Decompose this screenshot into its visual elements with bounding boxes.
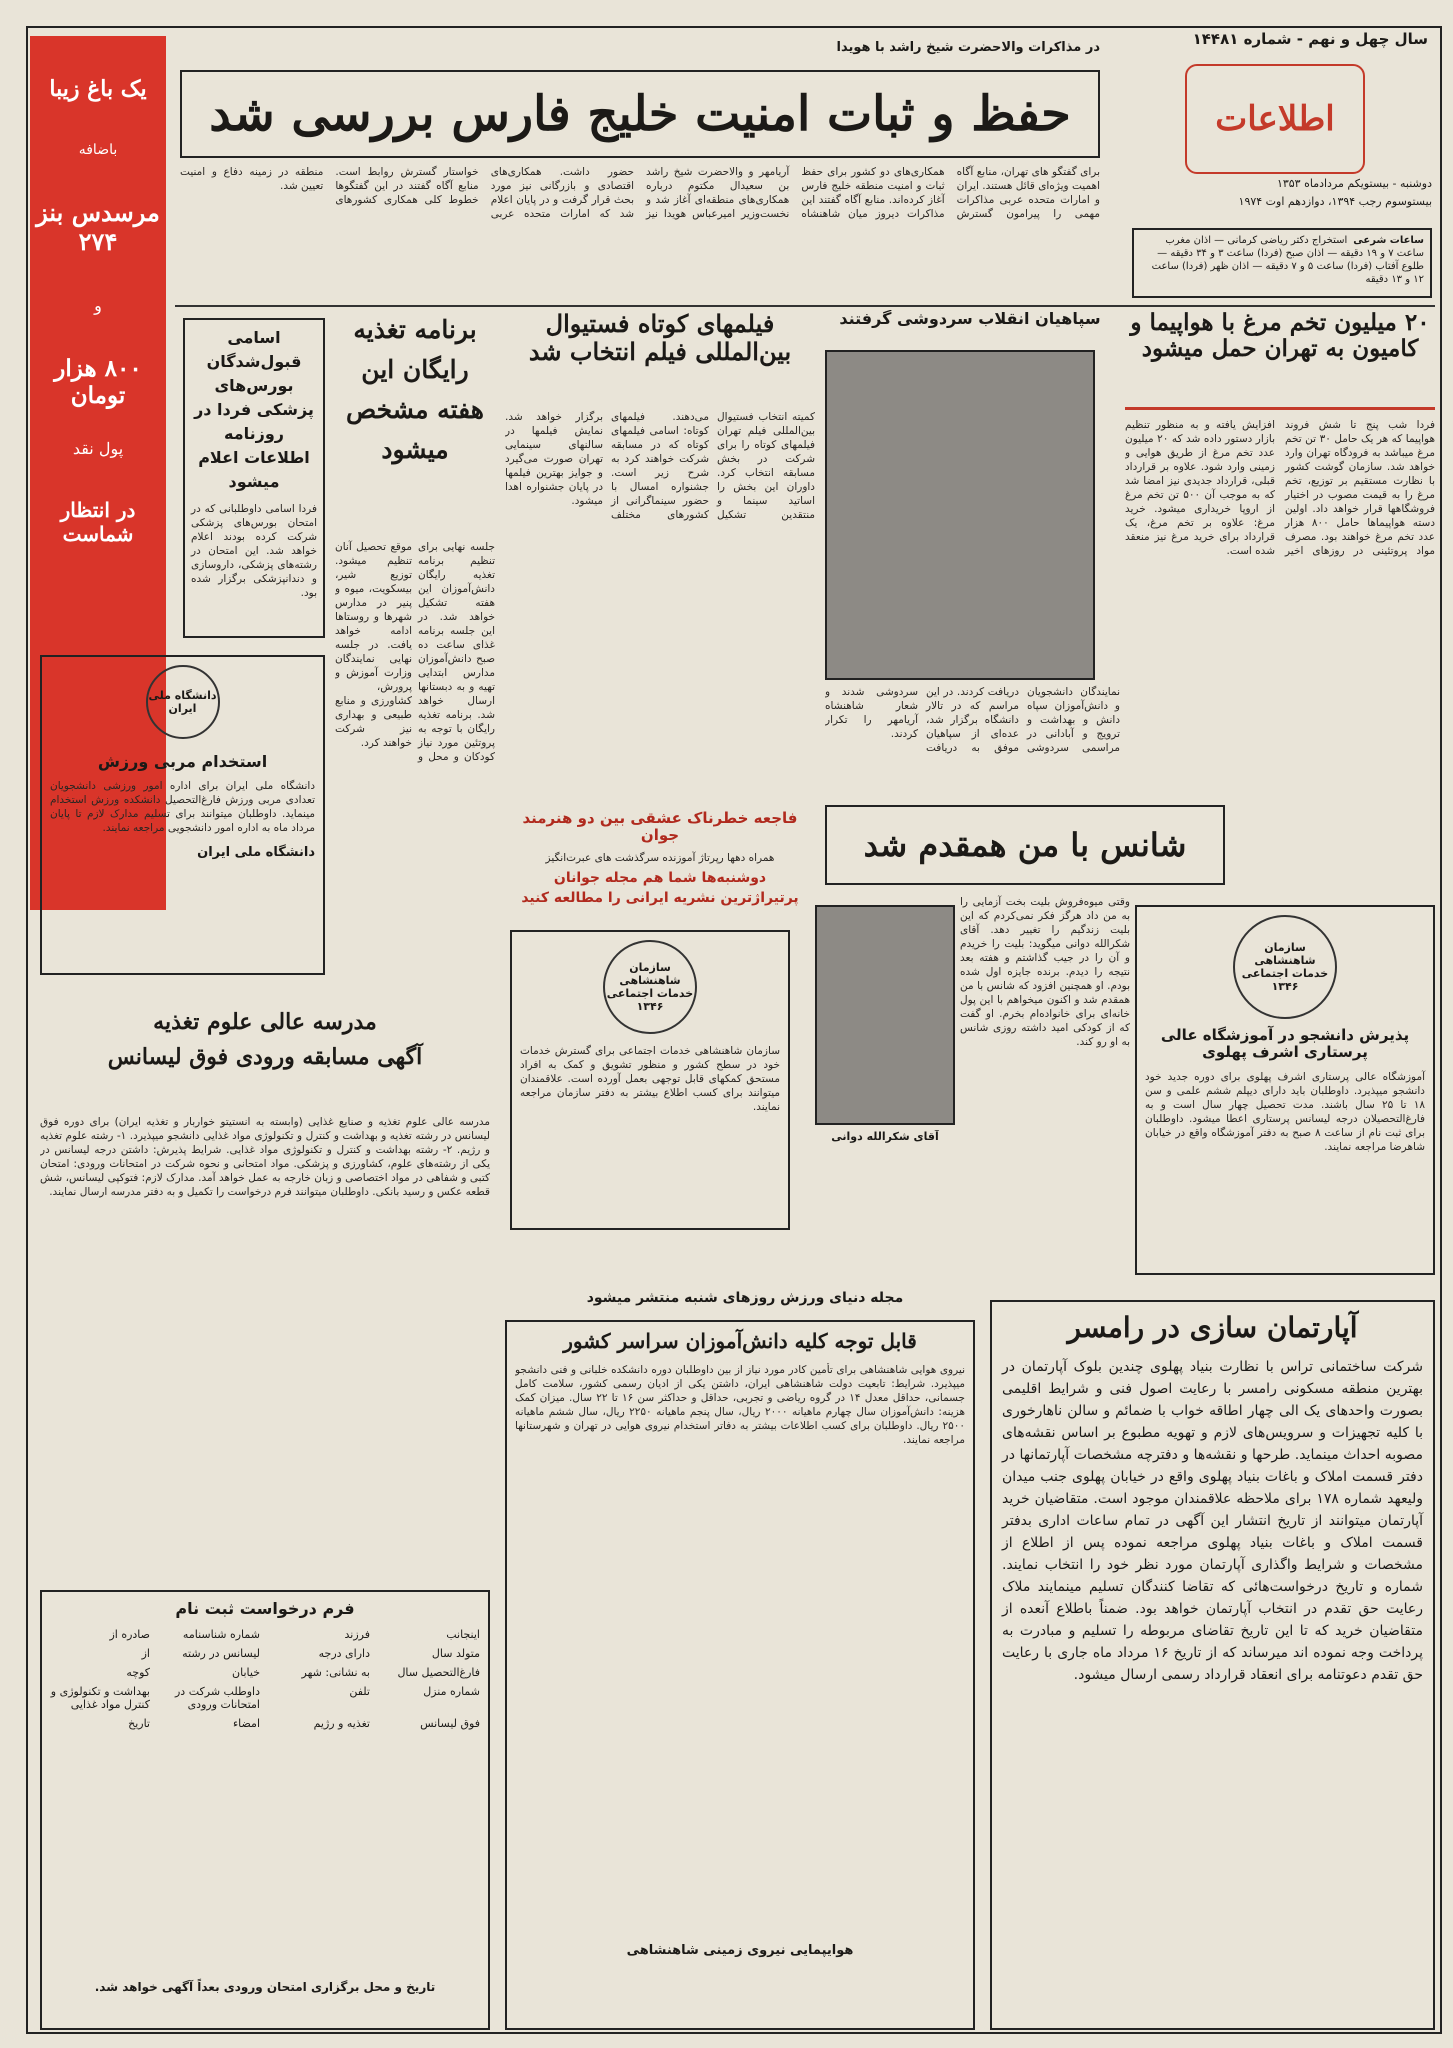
clergy-title: سپاهیان انقلاب سردوشی گرفتند — [839, 310, 1101, 328]
form-field[interactable]: شماره منزل — [423, 1685, 480, 1699]
form-field[interactable]: امضاء — [232, 1717, 260, 1731]
form-field[interactable]: خیابان — [232, 1666, 260, 1680]
nursing-emblem — [1233, 915, 1337, 1019]
form-field[interactable]: تغذیه و رژیم — [313, 1717, 370, 1731]
clergy-photo — [825, 350, 1095, 680]
tragedy-title: فاجعه خطرناک عشقی بین دو هنرمند جوان — [522, 810, 798, 845]
clergy-title-box — [820, 310, 1120, 344]
mag-promo: دوشنبه‌ها شما هم مجله جوانان — [553, 870, 767, 886]
film-body: کمیته انتخاب فستیوال بین‌المللی فیلم تهران فیلمهای کوتاه را برای شرکت در بخش مسابقه انتخاب کرد. داوران این بخش را اساتید سینما و منتقدین تشکیل می‌دهند. فیلمهای کوتاه: اسامی فیلمهای کوتاه که در مسابقه شرکت خواهند کرد به شرح زیر است. جشنواره امسال با حضور سینماگرانی از کشورهای مختلف برگزار خواهد شد. نمایش فیلمها در سالنهای سینمایی تهران صورت می‌گیرد و جوایز بهترین فیلمها در پایان جشنواره اهدا میشود. — [505, 411, 815, 521]
form-field[interactable]: اینجانب — [446, 1628, 480, 1642]
issue-line: سال چهل و نهم - شماره ۱۴۴۸۱ — [1192, 30, 1428, 48]
nutrition-title-box — [40, 1010, 490, 1110]
sport-sign: دانشگاه ملی ایران — [197, 845, 315, 861]
tragedy-sub: همراه دهها رپرتاژ آموزنده سرگذشت های عبرت‌انگیز — [545, 851, 775, 864]
food-title-box — [335, 310, 495, 530]
apartment-box — [990, 1300, 1435, 2030]
chance-title-box — [825, 805, 1225, 885]
form-field[interactable]: فرزند — [344, 1628, 370, 1642]
prayer-title: ساعات شرعی — [1353, 235, 1424, 246]
chance-body: وقتی میوه‌فروش بلیت بخت آزمایی را به من داد هرگز فکر نمی‌کردم که این بلیت زندگیم را تغییر دهد. آقای شکرالله دوانی میگوید: بلیت را خریدم و آن را در جیب گذاشتم و هفته بعد نتیجه را دیدم. برنده جایزه اول شده بودم. او همچنین افزود که شانس با من همقدم شد و اکنون میخواهم با این پول خانه‌ای برای خانواده‌ام بخرم. او گفت که از کودکی امید داشته روزی شانس به او رو کند. — [960, 896, 1130, 1048]
university-emblem — [146, 665, 220, 739]
social-emblem — [603, 940, 697, 1034]
sport-hiring-box — [40, 655, 325, 975]
chance-title: شانس با من همقدم شد — [863, 826, 1187, 864]
food-body: جلسه نهایی برای تنظیم برنامه تغذیه رایگان دانش‌آموزان این هفته تشکیل خواهد شد. در این جلسه برنامه غذای ساعت ده صبح دانش‌آموزان مدارس ابتدایی تهیه و به دبستانها ارسال خواهد شد. برنامه تغذیه رایگان با توجه به پروتئین مورد نیاز کودکان و محل و موقع تحصیل آنان تنظیم میشود. توزیع شیر، بیسکویت، میوه و پنیر در مدارس شهرها و روستاها ادامه خواهد یافت. در جلسه نهایی نمایندگان وزارت آموزش و پرورش، کشاورزی و منابع طبیعی و بهداری نیز شرکت خواهند کرد. — [335, 541, 495, 763]
eggs-headline-box — [1125, 310, 1435, 410]
nutrition-sub: آگهی مسابقه ورودی فوق لیسانس — [107, 1044, 423, 1071]
mag-promo-box — [505, 870, 815, 930]
form-field[interactable]: به نشانی: شهر — [301, 1666, 370, 1680]
ad-car: مرسدس بنز ۲۷۴ — [36, 198, 160, 256]
registration-form — [40, 1590, 490, 2030]
kicker: در مذاکرات والاحضرت شیخ راشد با هویدا — [836, 40, 1100, 55]
film-title: فیلمهای کوتاه فستیوال بین‌المللی فیلم انتخاب شد — [528, 310, 792, 366]
prayer-times: استخراج دکتر ریاضی کرمانی — اذان مغرب ساعت ۷ و ۱۹ دقیقه — اذان صبح (فردا) ساعت ۳ و ۳۴ دقیقه — طلوع آفتاب (فردا) ساعت ۵ و ۷ دقیقه — اذان ظهر (فردا) ساعت ۱۲ و ۱۳ دقیقه — [1151, 235, 1424, 285]
social-body: سازمان شاهنشاهی خدمات اجتماعی برای گسترش خدمات خود در سطح کشور و منظور تشویق و کمک به افراد مستحق کمکهای قابل توجهی بعمل آورده است. علاقمندان میتوانند برای کسب اطلاع بیشتر به دفتر سازمان مراجعه نمایند. — [520, 1045, 780, 1113]
ad-cash: پول نقد — [72, 439, 124, 458]
form-field[interactable]: دارای درجه — [318, 1647, 370, 1661]
logo-text: اطلاعات — [1215, 99, 1335, 139]
scholarship-box — [183, 318, 325, 638]
chance-caption: آقای شکرالله دوانی — [831, 1130, 939, 1143]
sport-body: دانشگاه ملی ایران برای اداره امور ورزشی دانشجویان تعدادی مربی ورزش فارغ‌التحصیل دانشکده ورزش استخدام مینماید. داوطلبان میتوانند برای تسلیم مدارک لازم تا پایان مرداد ماه به اداره امور دانشجویی مراجعه نمایند. — [50, 780, 315, 835]
apartment-body: شرکت ساختمانی تراس با نظارت بنیاد پهلوی چندین بلوک آپارتمان در بهترین منطقه مسکونی رامسر با رعایت اصول فنی و شرایط اقلیمی بصورت واحدهای یک الی چهار اطاقه خواب با ضمائم و سالن ناهارخوری با کلیه تجهیزات و سرویس‌های لازم و تهویه مطبوع بر اساس نقشه‌های مصوبه احداث مینماید. طرحها و نقشه‌ها و دفترچه مشخصات آپارتمانها در دفتر قسمت املاک و باغات بنیاد پهلوی واقع در خیابان پهلوی جنب میدان ولیعهد شماره ۱۷۸ برای ملاحظه علاقمندان موجود است. متقاضیان خرید آپارتمان میتوانند از تاریخ انتشار این آگهی در تمام ساعات اداری بدفتر قسمت املاک و باغات بنیاد پهلوی مراجعه نموده پس از اطلاع از مشخصات و شرایط واگذاری آپارتمان مورد نظر خود را انتخاب نمایند. شماره و تاریخ درخواست‌هائی که تقاضا کنندگان تسلیم مینمایند ملاک رعایت حق تقدم در انتخاب آپارتمان خواهد بود. ضمناً باطلاع آنعده از متقاضیان خرید که تا این تاریخ تقاضای مربوطه را تسلیم و مبادرت به پرداخت وجه نموده اند میرساند که از تاریخ ۱۶ مرداد ماه جاری با رعایت حق تقدم دعوتنامه برای انعقاد قرارداد رسمی ارسال میشود. — [1002, 1359, 1423, 1684]
form-field[interactable]: صادره از — [109, 1628, 150, 1642]
form-field[interactable]: بهداشت و تکنولوژی و کنترل مواد غذایی — [50, 1685, 150, 1712]
airforce-box — [505, 1320, 975, 2030]
form-field[interactable]: شماره شناسنامه — [182, 1628, 260, 1642]
sport-title: استخدام مربی ورزش — [97, 752, 268, 771]
date-line-2: بیستوسوم رجب ۱۳۹۴، دوازدهم اوت ۱۹۷۴ — [1238, 195, 1432, 208]
emblem-label: دانشگاه ملی ایران — [148, 689, 217, 715]
form-field[interactable]: داوطلب شرکت در امتحانات ورودی — [175, 1685, 260, 1712]
form-field[interactable]: متولد سال — [431, 1647, 480, 1661]
nursing-emblem-label: سازمان شاهنشاهی خدمات اجتماعی ۱۳۴۶ — [1241, 941, 1329, 993]
logo-block — [1185, 64, 1365, 174]
sport-magazine-line: مجله دنیای ورزش روزهای شنبه منتشر میشود — [586, 1290, 904, 1306]
form-field[interactable]: فوق لیسانس — [420, 1717, 480, 1731]
airforce-sign: هوایپمایی نیروی زمینی شاهنشاهی — [626, 1943, 854, 1958]
ad-mid: باضافه — [78, 142, 118, 158]
form-field[interactable]: لیسانس در رشته — [182, 1647, 260, 1661]
nursing-box — [1135, 905, 1435, 1275]
form-field[interactable]: از — [141, 1647, 150, 1661]
chance-photo — [815, 905, 955, 1125]
ad-top: یک باغ زیبا — [49, 76, 147, 102]
divider-1 — [175, 305, 1435, 307]
eggs-body: فردا شب پنج تا شش فروند هواپیما که هر یک حامل ۳۰ تن تخم مرغ میباشد به فرودگاه تهران وارد خواهد شد. سازمان گوشت کشور با نظارت مستقیم بر توزیع، تخم مرغ را به قیمت مصوب در اختیار فروشگاهها قرار خواهد داد. اولین دسته هواپیماها حامل ۸۰۰ هزار عدد تخم مرغ خواهند بود. مصرف مواد پروتئینی در روزهای اخیر افزایش یافته و به منظور تنظیم بازار دستور داده شد که ۲۰ میلیون عدد تخم مرغ از طریق هوایی و زمینی وارد شود. علاوه بر قرارداد قبلی، قرارداد جدیدی نیز امضا شد که به موجب آن ۵۰۰ تن تخم مرغ از اروپا خریداری میشود. خرید مرغ: علاوه بر تخم مرغ، یک قرارداد برای خرید مرغ نیز منعقد شده است. — [1125, 419, 1435, 557]
nutrition-body: مدرسه عالی علوم تغذیه و صنایع غذایی (وابسته به انستیتو خواربار و تغذیه ایران) برای دوره فوق لیسانس در رشته تغذیه و بهداشت و کنترل و تکنولوژی مواد غذایی دانشجو میپذیرد. ۱- رشته علوم تغذیه و رژیم. ۲- رشته بهداشت و کنترل و تکنولوژی مواد غذایی. شرایط پذیرش: داشتن درجه لیسانس در یکی از رشته‌های علوم، کشاورزی و پزشکی. مواد امتحانی و نحوه شرکت در امتحانات ورودی: امتحان کتبی و شفاهی در مواد اختصاصی و زبان خارجه به عمل خواهد آمد. مدارک لازم: فتوکپی لیسانس، شش قطعه عکس و رسید بانکی. داوطلبان میتوانند فرم درخواست را تکمیل و به دفتر مدرسه ارسال نمایند. — [40, 1116, 490, 1198]
clergy-caption: نمایندگان دانشجویان و دانش‌آموزان سپاه دانش و بهداشت و ترویج و آبادانی در مراسمی سردوشی دریافت کردند. در این مراسم که در تالار دانشگاه برگزار شد، عده‌ای از سپاهیان موفق به دریافت سردوشی شدند و شعار شاهنشاه آریامهر را تکرار کردند. — [825, 686, 1120, 754]
headline: حفظ و ثبات امنیت خلیج فارس بررسی شد — [209, 86, 1071, 142]
form-field[interactable]: کوچه — [126, 1666, 150, 1680]
scholar-body: فردا اسامی داوطلبانی که در امتحان بورس‌های پزشکی شرکت کرده بودند اعلام خواهد شد. این امتحان در رشته‌های پزشکی، داروسازی و دندانپزشکی برگزار شده بود. — [191, 503, 317, 599]
date-block — [1132, 175, 1432, 235]
airforce-body: نیروی هوایی شاهنشاهی برای تأمین کادر مورد نیاز از بین داوطلبان دوره دانشکده خلبانی و فنی دانشجو میپذیرد. شرایط: تابعیت دولت شاهنشاهی ایران، داشتن یکی از ادیان رسمی کشور، سلامت کامل جسمانی، حداقل معدل ۱۴ در گروه ریاضی و تجربی، حداقل و حداکثر سن ۱۶ تا ۲۲ سال. میزان کمک هزینه: دانش‌آموزان سال چهارم ماهیانه ۲۰۰۰ ریال، سال پنجم ماهیانه ۲۲۵۰ ریال، سال ششم ماهیانه ۲۵۰۰ ریال. داوطلبان برای کسب اطلاعات بیشتر به دفاتر استخدام نیروی هوایی در تهران و شهرستانها مراجعه نمایند. — [515, 1364, 965, 1446]
form-footer: تاریخ و محل برگزاری امتحان ورودی بعداً آگهی خواهد شد. — [94, 1980, 436, 1995]
eggs-title: ۲۰ میلیون تخم مرغ با هواپیما و کامیون به تهران حمل میشود — [1130, 310, 1430, 363]
form-title: فرم درخواست ثبت نام — [175, 1599, 355, 1618]
form-field[interactable]: تاریخ — [128, 1717, 150, 1731]
nutrition-title: مدرسه عالی علوم تغذیه — [153, 1010, 377, 1035]
social-services-box — [510, 930, 790, 1230]
nursing-title: پذیرش دانشجو در آموزشگاه عالی پرستاری اشرف پهلوی — [1160, 1026, 1410, 1062]
scholar-title: اسامی قبول‌شدگان بورس‌های پزشکی فردا در روزنامه اطلاعات اعلام میشود — [194, 328, 314, 491]
form-field[interactable]: تلفن — [349, 1685, 370, 1699]
headline-box — [180, 70, 1100, 158]
form-field[interactable]: فارغ‌التحصیل سال — [397, 1666, 480, 1680]
gulf-story-body: برای گفتگو های تهران، منابع آگاه اهمیت ویژه‌ای قائل هستند. ایران و امارات متحده عربی مذاکرات مهمی را پیرامون گسترش همکاری‌های دو کشور برای حفظ ثبات و امنیت منطقه خلیج فارس آغاز کرده‌اند. منابع آگاه گفتند این مذاکرات دیروز میان شاهنشاه آریامهر و والاحضرت شیخ راشد بن سعیدال مکتوم درباره همکاری‌های منطقه‌ای آغاز شد و نخست‌وزیر امیرعباس هویدا نیز حضور داشت. همکاری‌های اقتصادی و بازرگانی نیز مورد بحث قرار گرفت و در پایان اعلام شد که امارات متحده عربی خواستار گسترش روابط است. منابع آگاه گفتند در این گفتگوها خطوط کلی همکاری کشورهای منطقه در زمینه دفاع و امنیت تعیین شد. — [180, 166, 1100, 220]
airforce-title: قابل توجه کلیه دانش‌آموزان سراسر کشور — [563, 1329, 917, 1353]
social-emblem-label: سازمان شاهنشاهی خدمات اجتماعی ۱۳۴۶ — [606, 961, 694, 1013]
ad-and: و — [94, 296, 102, 315]
ad-foot: در انتظار شماست — [60, 498, 136, 546]
date-line-1: دوشنبه - بیستویکم مردادماه ۱۳۵۳ — [1276, 177, 1432, 190]
film-title-box — [505, 310, 815, 400]
apartment-title: آپارتمان سازی در رامسر — [1067, 1311, 1358, 1344]
ad-money: ۸۰۰ هزار تومان — [54, 355, 142, 409]
food-title: برنامه تغذیه رایگان این هفته مشخص میشود — [346, 315, 484, 464]
mag-sub: پرتیراژترین نشریه ایرانی را مطالعه کنید — [521, 890, 799, 907]
form-grid — [50, 1628, 480, 1730]
nursing-body: آموزشگاه عالی پرستاری اشرف پهلوی برای دوره جدید خود دانشجو میپذیرد. داوطلبان باید دارای دیپلم ششم علمی و سن ۱۸ تا ۲۵ سال باشند. مدت تحصیل چهار سال است و به فارغ‌التحصیلان درجه لیسانس پرستاری اعطا میشود. داوطلبان برای ثبت نام از ساعت ۸ صبح به دفتر آموزشگاه واقع در خیابان شاهرضا مراجعه نمایند. — [1145, 1070, 1425, 1153]
prayer-times-box — [1132, 228, 1432, 298]
